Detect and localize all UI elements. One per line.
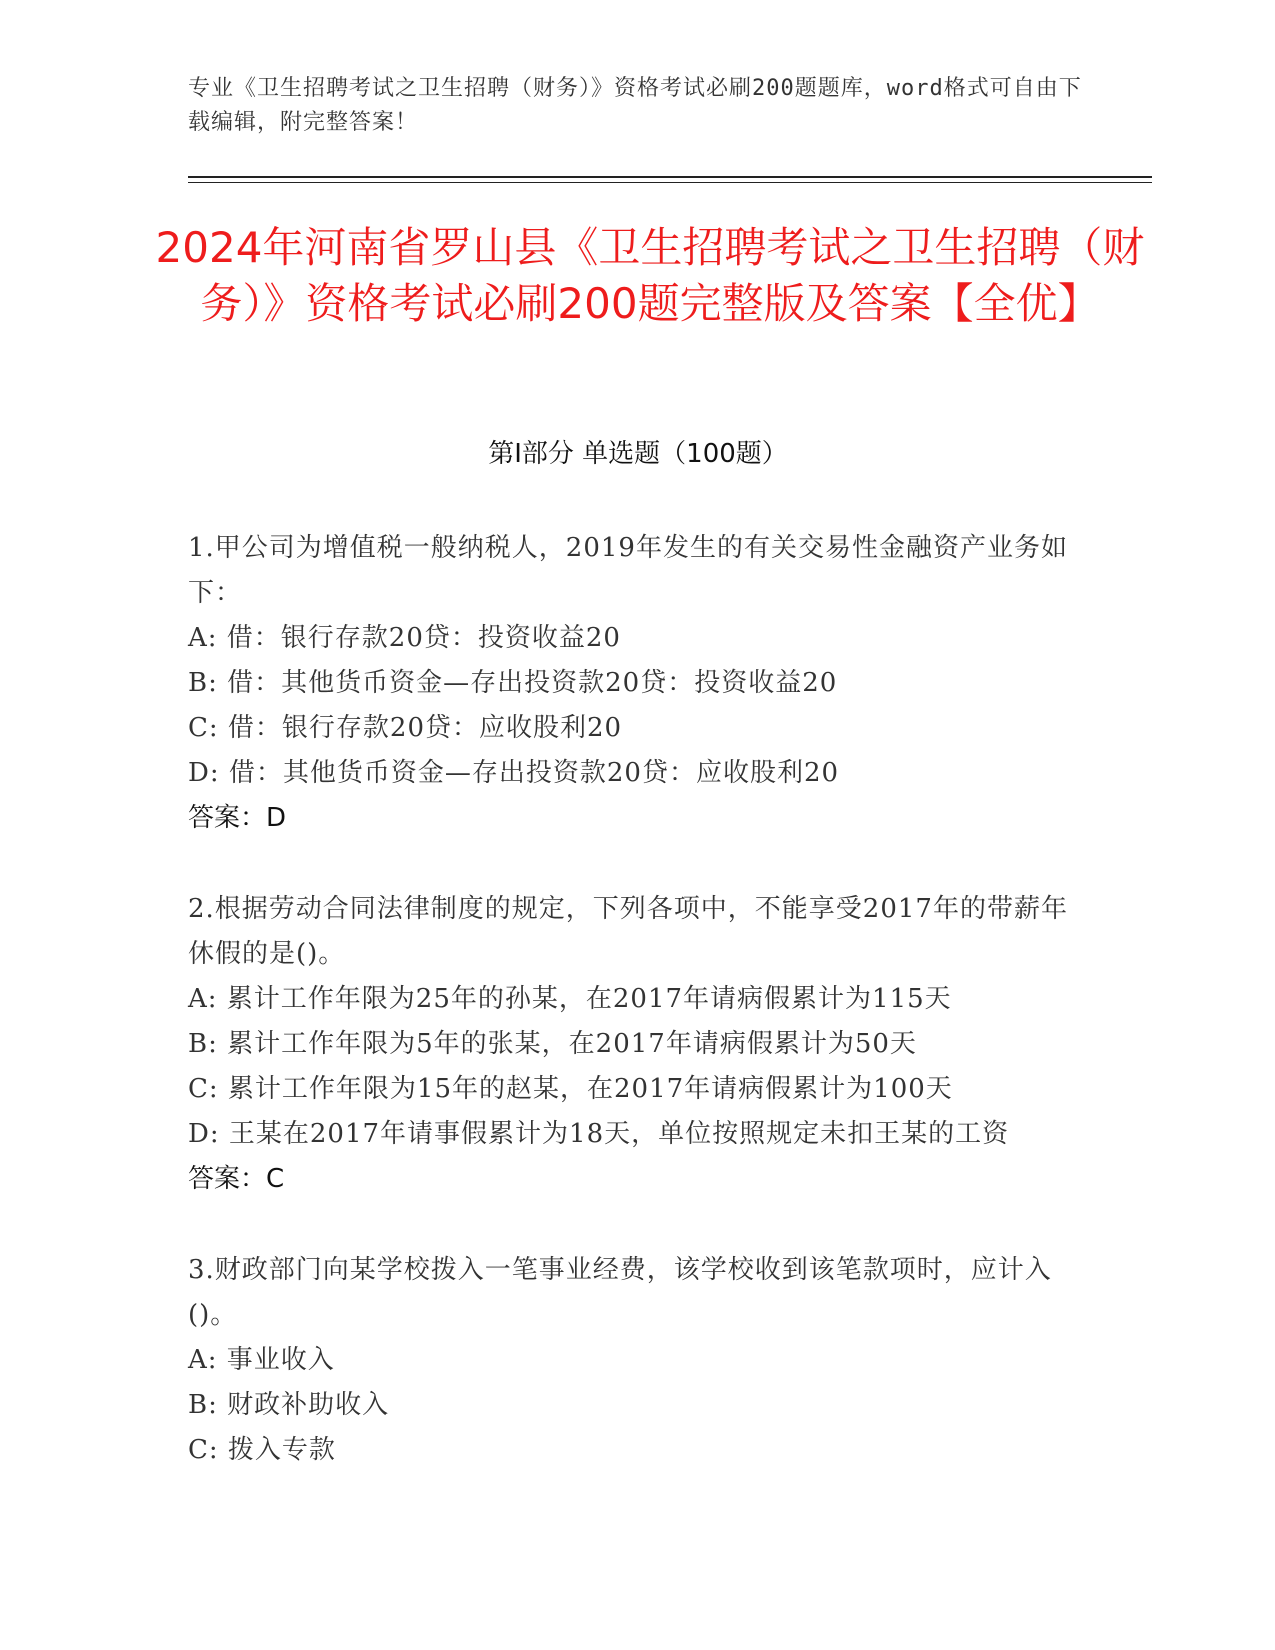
question-stem: 2.根据劳动合同法律制度的规定，下列各项中，不能享受2017年的带薪年休假的是()。 [188,894,1068,969]
header-divider-thin [188,182,1152,183]
header-divider-thick [188,176,1152,178]
option-c: C: 借：银行存款20贷：应收股利20 [188,713,623,743]
question-2 [188,887,1088,1202]
question-stem: 1.甲公司为增值税一般纳税人，2019年发生的有关交易性金融资产业务如下： [188,533,1068,608]
option-a: A: 事业收入 [188,1345,335,1375]
question-3 [188,1248,1088,1473]
option-a: A: 累计工作年限为25年的孙某，在2017年请病假累计为115天 [188,984,952,1014]
option-b: B: 借：其他货币资金—存出投资款20贷：投资收益20 [188,668,838,698]
header-note: 专业《卫生招聘考试之卫生招聘（财务）》资格考试必刷200题题库，word格式可自由下载编辑，附完整答案！ [188,76,1082,135]
option-a: A: 借：银行存款20贷：投资收益20 [188,623,621,653]
question-list [188,526,1088,1519]
answer: 答案：D [188,803,287,833]
option-c: C: 累计工作年限为15年的赵某，在2017年请病假累计为100天 [188,1074,953,1104]
option-d: D: 王某在2017年请事假累计为18天，单位按照规定未扣王某的工资 [188,1119,1010,1149]
option-d: D: 借：其他货币资金—存出投资款20贷：应收股利20 [188,758,840,788]
option-b: B: 累计工作年限为5年的张某，在2017年请病假累计为50天 [188,1029,917,1059]
option-b: B: 财政补助收入 [188,1390,390,1420]
question-1 [188,526,1088,841]
section-heading: 第I部分 单选题（100题） [488,439,788,469]
document-title: 2024年河南省罗山县《卫生招聘考试之卫生招聘（财务）》资格考试必刷200题完整版及答案【全优】 [155,223,1145,328]
answer: 答案：C [188,1164,285,1194]
question-stem: 3.财政部门向某学校拨入一笔事业经费，该学校收到该笔款项时，应计入()。 [188,1255,1052,1330]
option-c: C: 拨入专款 [188,1435,336,1465]
